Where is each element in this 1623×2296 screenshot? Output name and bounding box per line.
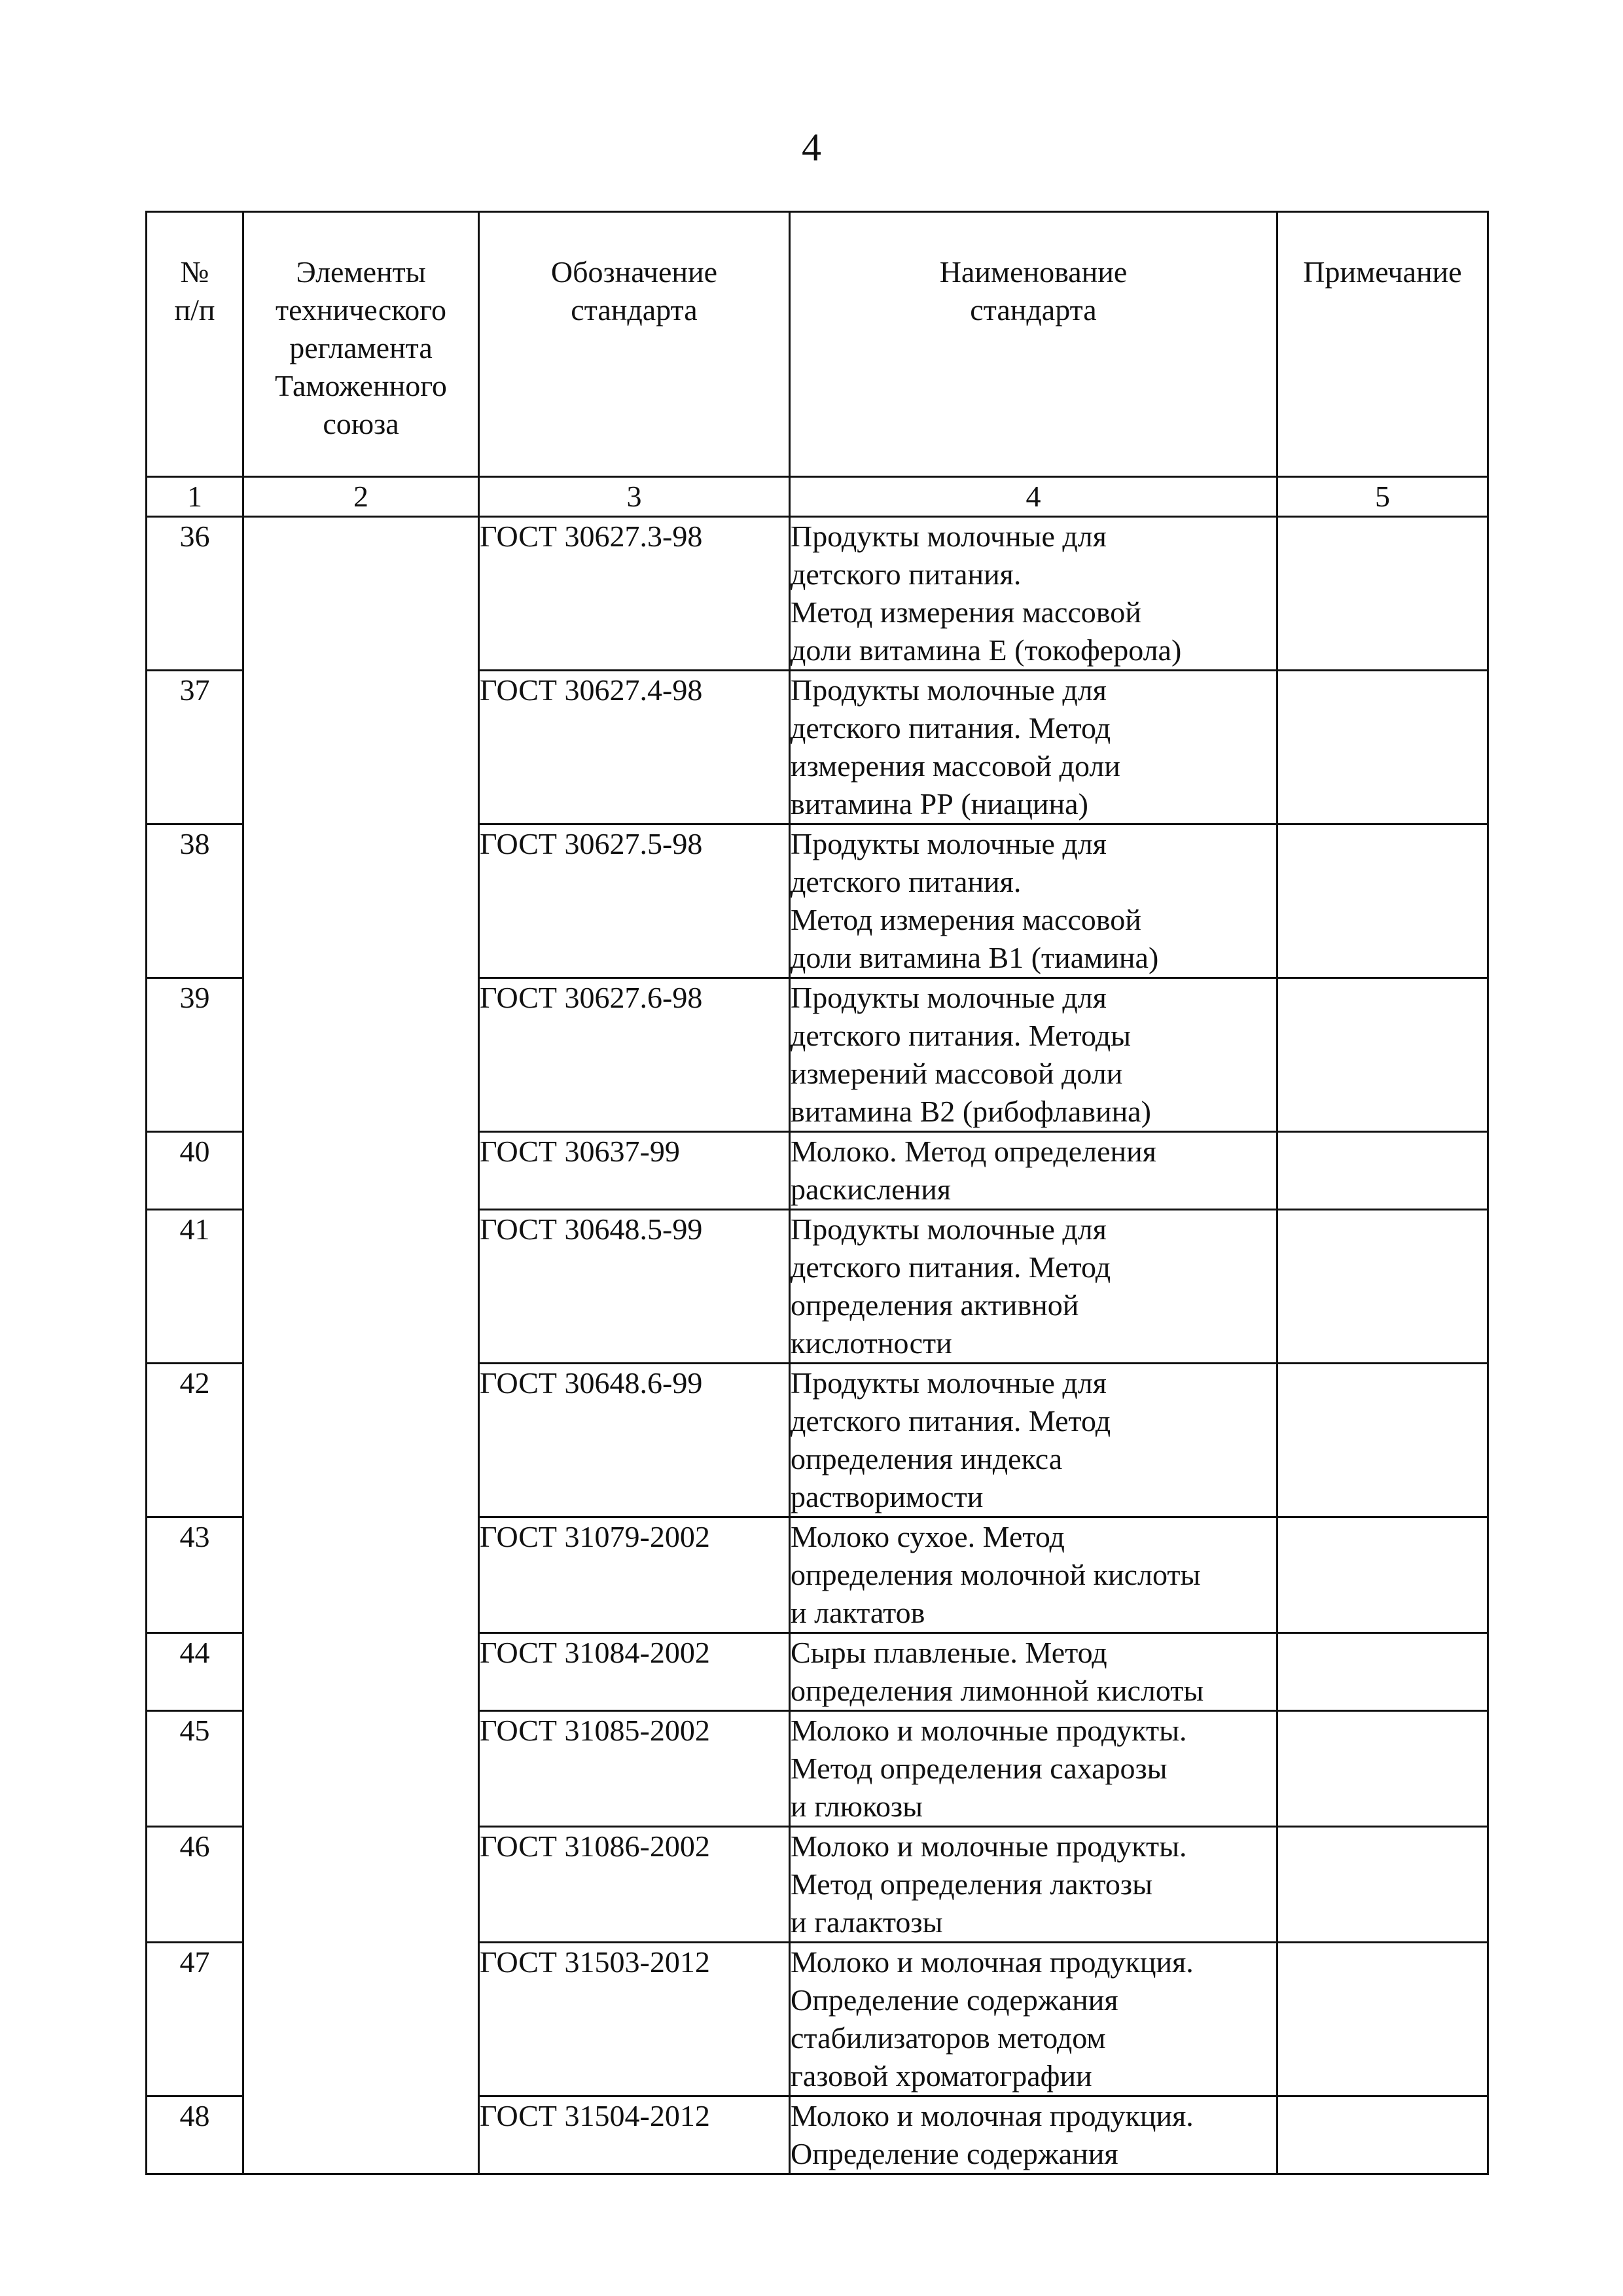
note-cell bbox=[1277, 978, 1488, 1132]
row-number: 45 bbox=[147, 1711, 243, 1827]
row-number: 46 bbox=[147, 1827, 243, 1943]
standard-code: ГОСТ 31504-2012 bbox=[479, 2096, 790, 2174]
note-cell bbox=[1277, 1517, 1488, 1633]
standard-code: ГОСТ 30627.5-98 bbox=[479, 824, 790, 978]
standard-name: Молоко и молочные продукты. Метод определения сахарозы и глюкозы bbox=[790, 1711, 1277, 1827]
column-number: 1 bbox=[147, 477, 243, 517]
standard-code: ГОСТ 31079-2002 bbox=[479, 1517, 790, 1633]
note-cell bbox=[1277, 1711, 1488, 1827]
header-code: Обозначение стандарта bbox=[479, 212, 790, 477]
standard-name: Молоко и молочная продукция. Определение содержания стабилизаторов методом газовой хроматографии bbox=[790, 1943, 1277, 2096]
column-number: 4 bbox=[790, 477, 1277, 517]
note-cell bbox=[1277, 824, 1488, 978]
row-number: 37 bbox=[147, 671, 243, 824]
table-row bbox=[147, 517, 1488, 671]
standard-code: ГОСТ 30627.4-98 bbox=[479, 671, 790, 824]
standard-name: Молоко. Метод определения раскисления bbox=[790, 1132, 1277, 1210]
standard-code: ГОСТ 30648.5-99 bbox=[479, 1210, 790, 1364]
note-cell bbox=[1277, 1943, 1488, 2096]
note-cell bbox=[1277, 1210, 1488, 1364]
standard-name: Молоко и молочная продукция. Определение содержания bbox=[790, 2096, 1277, 2174]
elements-cell bbox=[243, 517, 479, 2174]
row-number: 41 bbox=[147, 1210, 243, 1364]
standard-code: ГОСТ 31086-2002 bbox=[479, 1827, 790, 1943]
row-number: 43 bbox=[147, 1517, 243, 1633]
column-number: 3 bbox=[479, 477, 790, 517]
standard-code: ГОСТ 30627.6-98 bbox=[479, 978, 790, 1132]
standard-name: Молоко и молочные продукты. Метод определения лактозы и галактозы bbox=[790, 1827, 1277, 1943]
row-number: 44 bbox=[147, 1633, 243, 1711]
row-number: 36 bbox=[147, 517, 243, 671]
standard-code: ГОСТ 31085-2002 bbox=[479, 1711, 790, 1827]
standard-name: Продукты молочные для детского питания. Метод определения индекса растворимости bbox=[790, 1364, 1277, 1517]
standard-code: ГОСТ 31503-2012 bbox=[479, 1943, 790, 2096]
standard-name: Продукты молочные для детского питания. Метод измерения массовой доли витамина РР (ниацина) bbox=[790, 671, 1277, 824]
column-number: 5 bbox=[1277, 477, 1488, 517]
note-cell bbox=[1277, 1633, 1488, 1711]
standard-code: ГОСТ 30648.6-99 bbox=[479, 1364, 790, 1517]
header-row bbox=[147, 212, 1488, 477]
row-number: 42 bbox=[147, 1364, 243, 1517]
header-num: № п/п bbox=[147, 212, 243, 477]
table-body bbox=[147, 517, 1488, 2174]
page-number: 4 bbox=[802, 126, 821, 169]
standards-table bbox=[145, 211, 1489, 2175]
note-cell bbox=[1277, 1364, 1488, 1517]
note-cell bbox=[1277, 1132, 1488, 1210]
note-cell bbox=[1277, 517, 1488, 671]
note-cell bbox=[1277, 1827, 1488, 1943]
standard-name: Сыры плавленые. Метод определения лимонной кислоты bbox=[790, 1633, 1277, 1711]
row-number: 48 bbox=[147, 2096, 243, 2174]
row-number: 47 bbox=[147, 1943, 243, 2096]
header-name: Наименование стандарта bbox=[790, 212, 1277, 477]
row-number: 39 bbox=[147, 978, 243, 1132]
standard-code: ГОСТ 30637-99 bbox=[479, 1132, 790, 1210]
standard-code: ГОСТ 30627.3-98 bbox=[479, 517, 790, 671]
header-elements: Элементы технического регламента Таможенного союза bbox=[243, 212, 479, 477]
note-cell bbox=[1277, 2096, 1488, 2174]
standard-name: Молоко сухое. Метод определения молочной кислоты и лактатов bbox=[790, 1517, 1277, 1633]
standard-name: Продукты молочные для детского питания. Метод определения активной кислотности bbox=[790, 1210, 1277, 1364]
standard-name: Продукты молочные для детского питания. Метод измерения массовой доли витамина Е (токоферола) bbox=[790, 517, 1277, 671]
note-cell bbox=[1277, 671, 1488, 824]
standard-code: ГОСТ 31084-2002 bbox=[479, 1633, 790, 1711]
column-number-row bbox=[147, 477, 1488, 517]
header-note: Примечание bbox=[1277, 212, 1488, 477]
column-number: 2 bbox=[243, 477, 479, 517]
row-number: 38 bbox=[147, 824, 243, 978]
row-number: 40 bbox=[147, 1132, 243, 1210]
standard-name: Продукты молочные для детского питания. Метод измерения массовой доли витамина В1 (тиамина) bbox=[790, 824, 1277, 978]
standard-name: Продукты молочные для детского питания. Методы измерений массовой доли витамина В2 (рибофлавина) bbox=[790, 978, 1277, 1132]
